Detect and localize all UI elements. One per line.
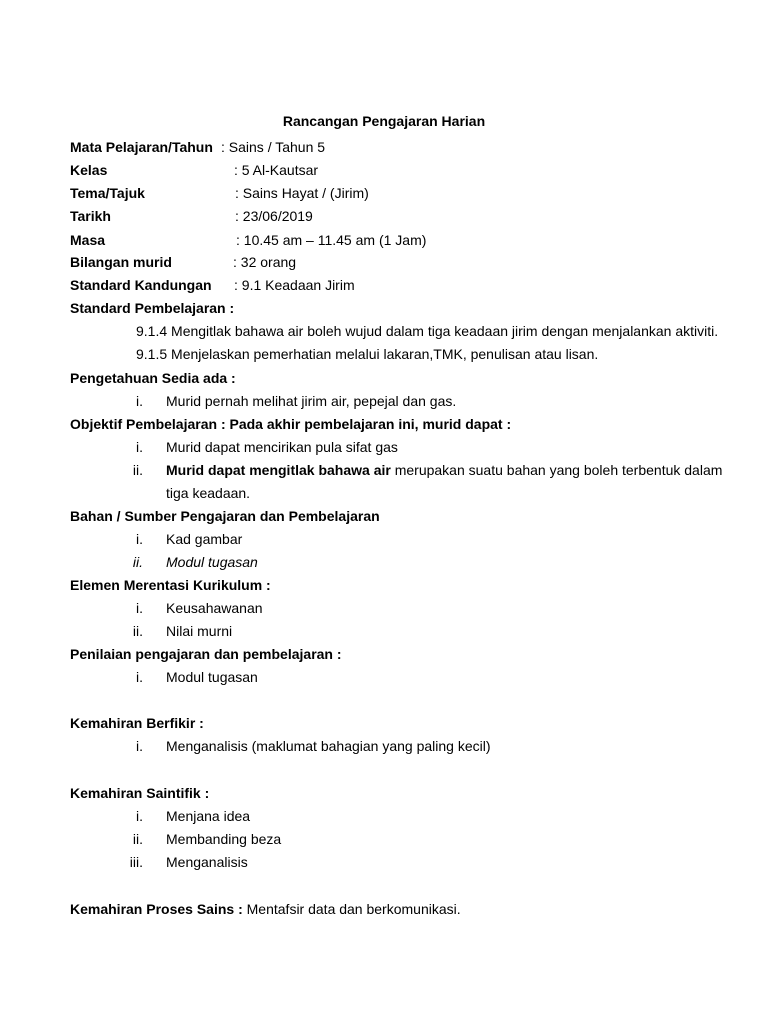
section-text-proses: Mentafsir data dan berkomunikasi.: [242, 901, 461, 917]
section-heading-proses: Kemahiran Proses Sains :: [70, 901, 243, 917]
list-text: Membanding beza: [166, 831, 282, 847]
list-number: i.: [136, 439, 143, 455]
list-text: [166, 460, 722, 480]
list-text: Kad gambar: [166, 531, 243, 547]
info-label: Bilangan murid: [70, 254, 172, 270]
list-number: i.: [136, 600, 143, 616]
info-label: Masa: [70, 232, 106, 248]
list-text: Murid dapat mencirikan pula sifat gas: [166, 439, 398, 455]
info-value: : Sains / Tahun 5: [221, 139, 326, 155]
list-number: iii.: [129, 854, 143, 870]
list-number: i.: [136, 808, 143, 824]
standard-item: 9.1.4 Mengitlak bahawa air boleh wujud dalam tiga keadaan jirim dengan menjalankan aktiviti.: [136, 323, 719, 339]
list-text: Modul tugasan: [166, 554, 258, 570]
section-heading-pengetahuan: Pengetahuan Sedia ada :: [70, 370, 236, 386]
section-heading-berfikir: Kemahiran Berfikir :: [70, 715, 204, 731]
standard-item: 9.1.5 Menjelaskan pemerhatian melalui lakaran,TMK, penulisan atau lisan.: [136, 346, 599, 362]
info-label: Standard Kandungan: [70, 277, 212, 293]
info-label: Mata Pelajaran/Tahun: [70, 139, 213, 155]
section-proses-sains: [70, 899, 461, 919]
info-value: : 5 Al-Kautsar: [234, 162, 319, 178]
section-heading-standard-pembelajaran: Standard Pembelajaran :: [70, 300, 235, 316]
list-text-continuation: tiga keadaan.: [166, 485, 251, 501]
info-value: : 23/06/2019: [235, 208, 313, 224]
list-text: Menganalisis (maklumat bahagian yang paling kecil): [166, 738, 491, 754]
list-number: i.: [136, 393, 143, 409]
list-number: ii.: [132, 831, 143, 847]
info-value: : Sains Hayat / (Jirim): [235, 185, 369, 201]
info-label: Tema/Tajuk: [70, 185, 145, 201]
section-heading-objektif: Objektif Pembelajaran : Pada akhir pembelajaran ini, murid dapat :: [70, 416, 512, 432]
info-value: : 9.1 Keadaan Jirim: [234, 277, 355, 293]
info-value: : 10.45 am – 11.45 am (1 Jam): [236, 232, 427, 248]
list-number: i.: [136, 669, 143, 685]
list-text: Nilai murni: [166, 623, 233, 639]
list-number: i.: [136, 738, 143, 754]
list-number: ii.: [132, 554, 143, 570]
section-heading-bahan: Bahan / Sumber Pengajaran dan Pembelajaran: [70, 508, 380, 524]
list-number: ii.: [132, 623, 143, 639]
list-text: Menjana idea: [166, 808, 251, 824]
section-heading-elemen: Elemen Merentasi Kurikulum :: [70, 577, 271, 593]
section-heading-penilaian: Penilaian pengajaran dan pembelajaran :: [70, 646, 342, 662]
list-text: Murid pernah melihat jirim air, pepejal dan gas.: [166, 393, 457, 409]
list-number: ii.: [132, 462, 143, 478]
list-text: Modul tugasan: [166, 669, 258, 685]
section-heading-saintifik: Kemahiran Saintifik :: [70, 785, 210, 801]
list-number: i.: [136, 531, 143, 547]
list-text: Menganalisis: [166, 854, 248, 870]
list-text-rest: merupakan suatu bahan yang boleh terbentuk dalam: [390, 462, 723, 478]
info-label: Tarikh: [70, 208, 111, 224]
list-text: Keusahawanan: [166, 600, 263, 616]
list-text-bold: Murid dapat mengitlak bahawa air: [166, 462, 391, 478]
info-label: Kelas: [70, 162, 108, 178]
info-value: : 32 orang: [233, 254, 297, 270]
document-title: Rancangan Pengajaran Harian: [282, 113, 486, 129]
